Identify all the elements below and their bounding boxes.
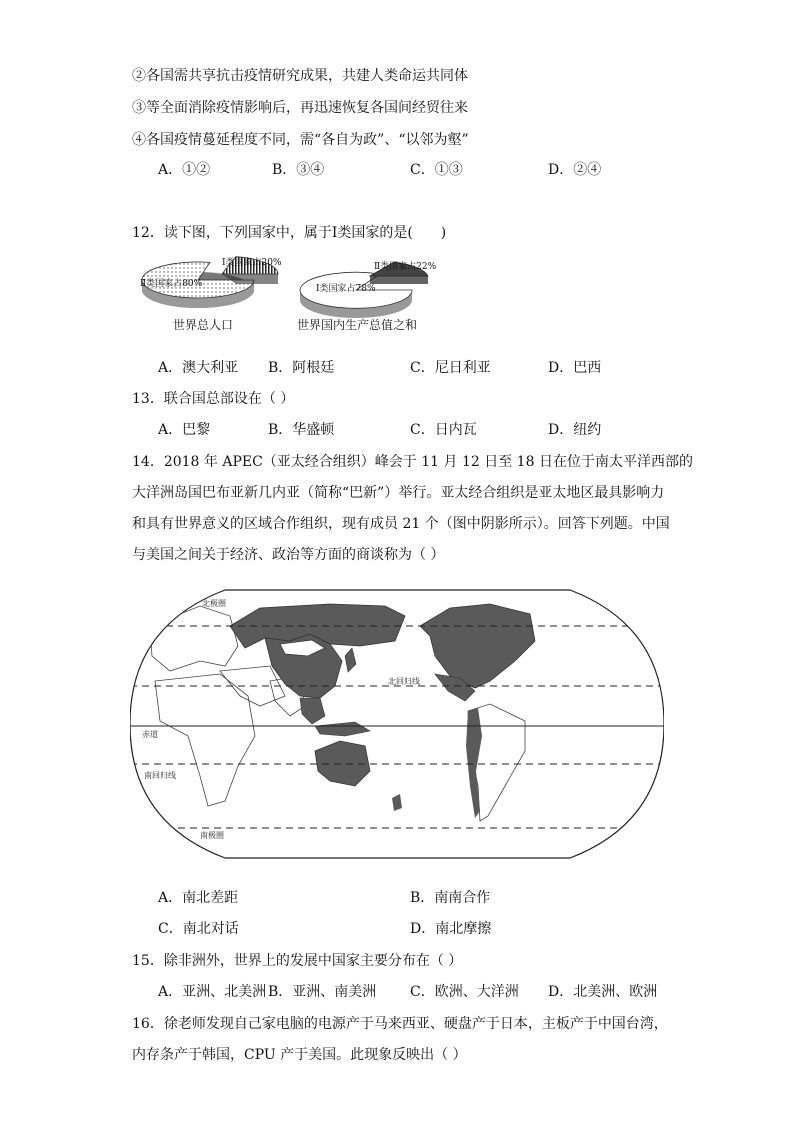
- q12-option-c[interactable]: C．尼日利亚: [410, 360, 491, 376]
- pie-population-label-i: Ⅰ类国家占20%: [222, 258, 282, 268]
- q12-option-a[interactable]: A．澳大利亚: [158, 360, 239, 376]
- label-tropic-cancer: 北回归线: [388, 677, 420, 686]
- q14-line-2: 大洋洲岛国巴布亚新几内亚（简称“巴新”）举行。亚太经合组织是亚太地区最具影响力: [132, 485, 665, 501]
- q15-option-d[interactable]: D．北美洲、欧洲: [548, 984, 658, 1000]
- q14-option-c[interactable]: C．南北对话: [158, 921, 239, 937]
- q14-option-a[interactable]: A．南北差距: [158, 890, 239, 906]
- q14-line-3: 和具有世界意义的区域合作组织，现有成员 21 个（图中阴影所示）。回答下列题。中国: [132, 516, 670, 532]
- q14-option-b[interactable]: B．南南合作: [410, 890, 491, 906]
- pie-population-label-ii: Ⅱ类国家占80%: [140, 279, 203, 289]
- q14-line-1: 14．2018 年 APEC（亚太经合组织）峰会于 11 月 12 日至 18 日在位于南太平洋西部的: [132, 454, 693, 470]
- q15-option-a[interactable]: A．亚洲、北美洲: [158, 984, 267, 1000]
- q14-line-4: 与美国之间关于经济、政治等方面的商谈称为（ ）: [132, 547, 445, 563]
- q12-pie-charts: [130, 250, 460, 340]
- apec-world-map: [130, 586, 664, 862]
- q16-line-1: 16．徐老师发现自己家电脑的电源产于马来西亚、硬盘产于日本，主板产于中国台湾，: [132, 1016, 668, 1032]
- q11-statement-2: ②各国需共享抗击疫情研究成果，共建人类命运共同体: [132, 68, 468, 84]
- pie-gdp-caption: 世界国内生产总值之和: [297, 318, 418, 332]
- q14-option-d[interactable]: D．南北摩擦: [410, 921, 492, 937]
- label-antarctic: 南极圈: [200, 831, 224, 840]
- q11-statement-4: ④各国疫情蔓延程度不同，需“各自为政”、“以邻为壑”: [132, 132, 469, 148]
- q11-option-d[interactable]: D．②④: [548, 162, 602, 178]
- pie-population-caption: 世界总人口: [173, 318, 234, 332]
- q12-option-b[interactable]: B．阿根廷: [268, 360, 335, 376]
- q15-option-b[interactable]: B．亚洲、南美洲: [268, 984, 377, 1000]
- q12-option-d[interactable]: D．巴西: [548, 360, 602, 376]
- label-tropic-capricorn: 南回归线: [144, 771, 176, 780]
- label-equator: 赤道: [142, 730, 158, 739]
- q12-stem: 12．读下图，下列国家中，属于Ⅰ类国家的是( ): [132, 225, 447, 241]
- q13-option-c[interactable]: C．日内瓦: [410, 422, 477, 438]
- q13-stem: 13．联合国总部设在（ ）: [132, 391, 295, 407]
- q16-line-2: 内存条产于韩国，CPU 产于美国。此现象反映出（ ）: [132, 1047, 467, 1063]
- pie-gdp-label-i: Ⅰ类国家占78%: [316, 284, 376, 294]
- q13-option-b[interactable]: B．华盛顿: [268, 422, 335, 438]
- apec-map-svg: [130, 586, 664, 862]
- q15-stem: 15．除非洲外，世界上的发展中国家主要分布在（ ）: [132, 953, 463, 969]
- q13-option-d[interactable]: D．纽约: [548, 422, 602, 438]
- q11-option-a[interactable]: A．①②: [158, 162, 211, 178]
- korea-shaded: [335, 658, 340, 668]
- q11-statement-3: ③等全面消除疫情影响后，再迅速恢复各国间经贸往来: [132, 100, 468, 116]
- label-arctic: 北极圈: [202, 599, 226, 608]
- q13-option-a[interactable]: A．巴黎: [158, 422, 211, 438]
- pie-gdp-label-ii: Ⅱ类国家占22%: [374, 262, 437, 272]
- q11-option-b[interactable]: B．③④: [272, 162, 325, 178]
- q15-option-c[interactable]: C．欧洲、大洋洲: [410, 984, 519, 1000]
- q11-option-c[interactable]: C．①③: [410, 162, 463, 178]
